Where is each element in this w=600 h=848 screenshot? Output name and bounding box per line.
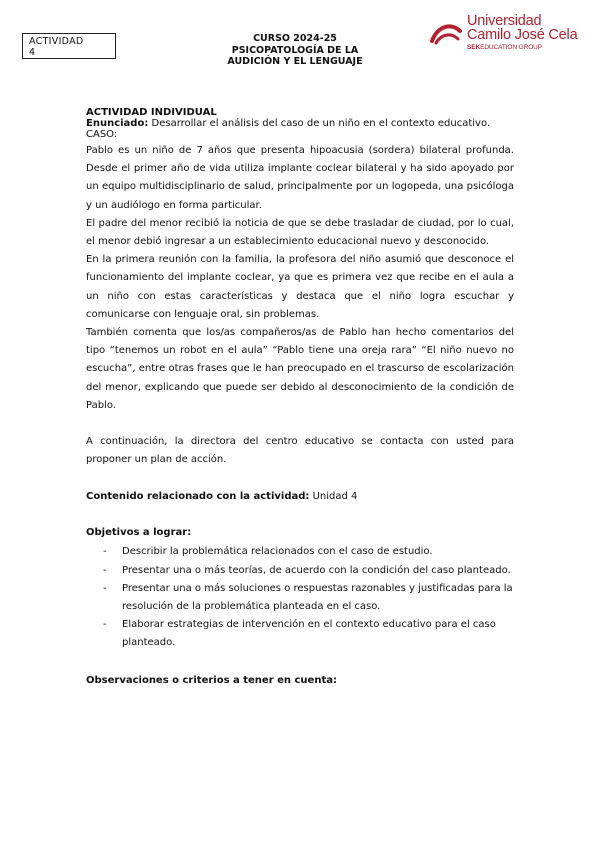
observaciones-heading: Observaciones o criterios a tener en cuenta: xyxy=(86,674,337,686)
case-paragraph-4: También comenta que los/as compañeros/as de Pablo han hecho comentarios del tipo “tenemos un robot en el aula” “Pablo tiene una oreja rara” “El niño nuevo no escucha”, entre otras frases que le han preocupado en el trascurso de escolarización del menor, explicando que puede ser debido al desconocimiento de la condición de Pablo. xyxy=(86,327,514,411)
list-item: - Presentar una o más soluciones o respuestas razonables y justificadas para la resolución de la problemática planteada en el caso. xyxy=(86,580,514,616)
caso-label: CASO: xyxy=(86,129,118,140)
university-logo xyxy=(430,13,580,53)
case-paragraph-3: En la primera reunión con la familia, la profesora del niño asumió que desconoce el funcionamiento del implante coclear, ya que es primera vez que recibe en el aula a un niño con estas características y destaca que el niño logra escuchar y comunicarse con lenguaje oral, sin problemas. xyxy=(86,254,514,320)
case-paragraph-5: A continuación, la directora del centro educativo se contacta con usted para proponer un plan de acción. xyxy=(86,436,514,466)
activity-label: ACTIVIDAD xyxy=(29,36,84,47)
activity-number: 4 xyxy=(29,47,36,58)
list-item: - Elaborar estrategias de intervención en el contexto educativo para el caso planteado. xyxy=(86,616,514,652)
subject-line-1: PSICOPATOLOGÍA DE LA xyxy=(231,44,359,56)
subject-line-2: AUDICIÓN Y EL LENGUAJE xyxy=(227,56,363,67)
enunciado-label: Enunciado: xyxy=(86,118,149,129)
contenido-line xyxy=(86,491,514,503)
course-header xyxy=(200,33,390,68)
contenido-label: Contenido relacionado con la actividad: xyxy=(86,491,310,503)
document-body xyxy=(86,107,514,687)
logo-group-rest: EDUCATION GROUP xyxy=(480,44,543,51)
logo-group-bold: SEK xyxy=(467,44,481,51)
logo-emblem-icon xyxy=(430,19,464,47)
logo-line-2: Camilo José Cela xyxy=(467,27,578,43)
case-paragraph-1: Pablo es un niño de 7 años que presenta hipoacusia (sordera) bilateral profunda. Desde el primer año de vida utiliza implante coclear bilateral y ha sido apoyado por un equipo multidisciplinario de salud, principalmente por un logopeda, una psicóloga y un audiólogo en forma particular. xyxy=(86,145,514,211)
enunciado-text: Desarrollar el análisis del caso de un niño en el contexto educativo. xyxy=(148,118,491,129)
logo-group xyxy=(467,44,542,51)
list-item: - Presentar una o más teorías, de acuerdo con la condición del caso planteado. xyxy=(86,562,514,580)
contenido-value: Unidad 4 xyxy=(309,491,358,503)
activity-number-box xyxy=(22,33,116,59)
activity-title: ACTIVIDAD INDIVIDUAL xyxy=(86,107,217,118)
course-year: CURSO 2024-25 xyxy=(253,33,337,44)
logo-line-1: Universidad xyxy=(467,13,542,29)
objetivos-heading: Objetivos a lograr: xyxy=(86,527,192,539)
list-item: - Describir la problemática relacionados con el caso de estudio. xyxy=(86,543,514,561)
case-paragraph-2: El padre del menor recibió la noticia de que se debe trasladar de ciudad, por lo cual, el menor debió ingresar a un establecimiento educacional nuevo y desconocido. xyxy=(86,217,514,248)
objetivos-list xyxy=(86,543,514,652)
enunciado xyxy=(86,118,514,129)
